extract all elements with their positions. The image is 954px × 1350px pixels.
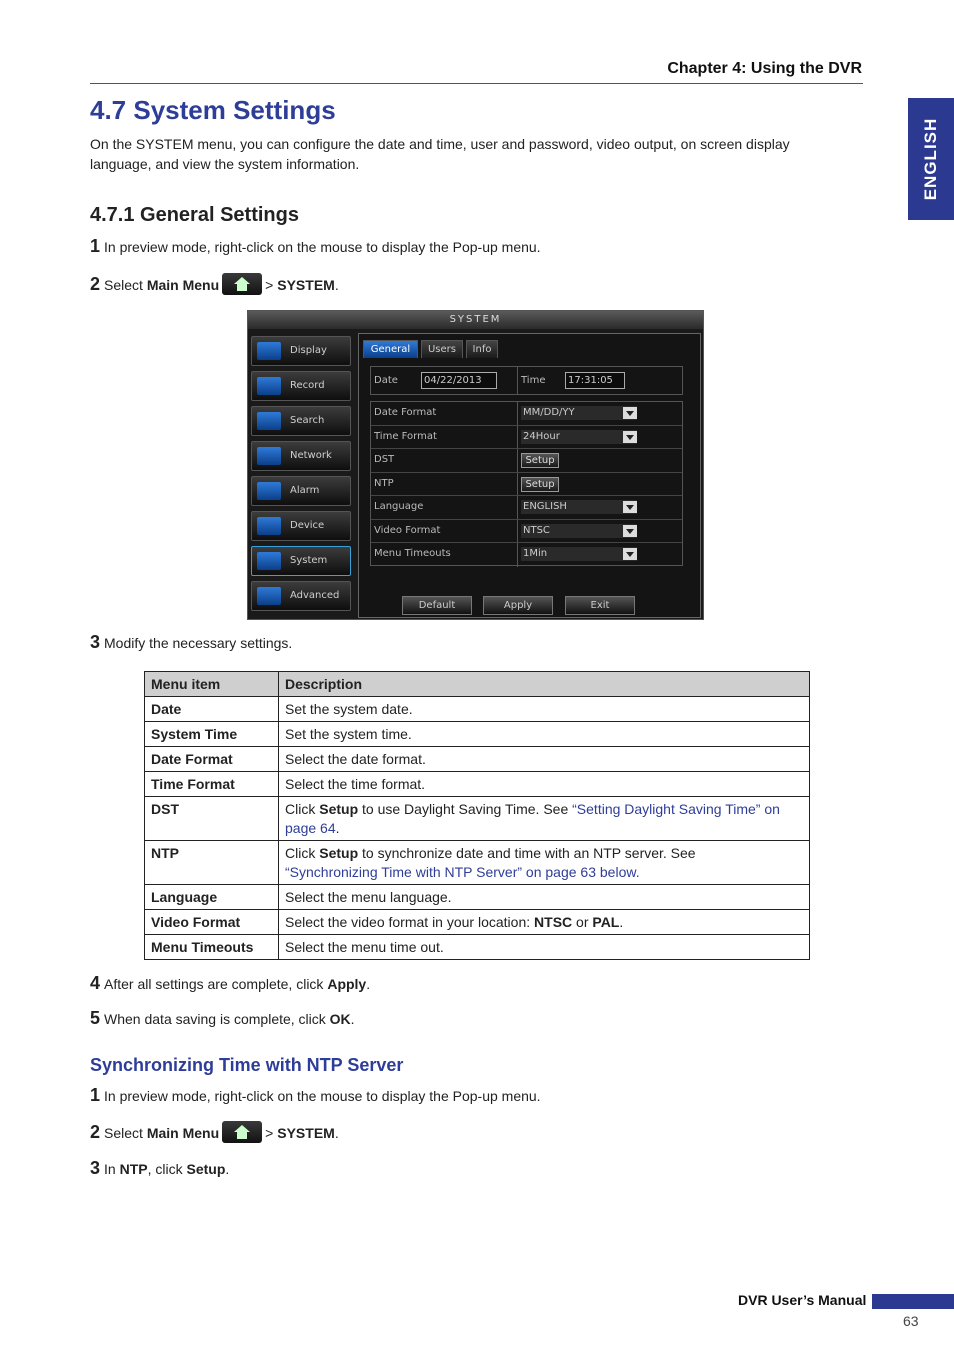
table-row bbox=[145, 910, 810, 935]
pal-term: PAL bbox=[592, 914, 620, 930]
step-1 bbox=[90, 236, 541, 257]
step-text: When data saving is complete, click bbox=[104, 1011, 326, 1027]
gear-icon bbox=[257, 552, 281, 570]
time-format-select[interactable] bbox=[521, 430, 637, 444]
step-4 bbox=[90, 973, 370, 994]
language-select[interactable] bbox=[521, 500, 637, 514]
home-icon bbox=[222, 1121, 262, 1143]
step-number: 4 bbox=[90, 973, 101, 993]
select-value: ENGLISH bbox=[523, 501, 567, 512]
tab-info[interactable]: Info bbox=[466, 340, 498, 358]
step-text: Modify the necessary settings. bbox=[104, 635, 293, 651]
menu-label: System bbox=[290, 555, 328, 566]
cell-divider bbox=[517, 520, 518, 543]
chevron-down-icon bbox=[623, 548, 637, 560]
item-cell: Time Format bbox=[145, 772, 279, 797]
step-number: 2 bbox=[90, 1122, 101, 1142]
cell-divider bbox=[517, 402, 518, 425]
table-row bbox=[145, 935, 810, 960]
wrench-icon bbox=[257, 587, 281, 605]
select-value: NTSC bbox=[523, 524, 550, 536]
home-icon bbox=[222, 273, 262, 295]
punct: . bbox=[619, 914, 624, 930]
item-cell: Video Format bbox=[145, 910, 279, 935]
desc-text: or bbox=[576, 914, 589, 930]
step-3 bbox=[90, 632, 292, 653]
step-2 bbox=[90, 274, 339, 297]
desc-text: to use Daylight Saving Time. See bbox=[362, 801, 569, 817]
setup-term: Setup bbox=[186, 1161, 226, 1177]
record-icon bbox=[257, 377, 281, 395]
table-row bbox=[145, 797, 810, 841]
chevron-down-icon bbox=[623, 407, 637, 419]
item-cell: Date bbox=[145, 697, 279, 722]
network-icon bbox=[257, 447, 281, 465]
dst-setup-button[interactable]: Setup bbox=[521, 453, 559, 468]
step-text: After all settings are complete, click bbox=[104, 976, 324, 992]
row-date-format bbox=[371, 402, 682, 426]
menu-advanced[interactable] bbox=[251, 581, 351, 611]
main-menu-label: Main Menu bbox=[146, 1125, 220, 1141]
step-text: Select bbox=[104, 1125, 143, 1141]
row-menu-timeouts bbox=[371, 543, 682, 567]
subsection-title: 4.7.1 General Settings bbox=[90, 204, 299, 226]
menu-label: Record bbox=[290, 380, 325, 391]
time-label: Time bbox=[521, 375, 546, 386]
select-value: 24Hour bbox=[523, 430, 560, 442]
time-field[interactable]: 17:31:05 bbox=[565, 372, 625, 389]
default-button[interactable]: Default bbox=[402, 596, 472, 615]
page-number: 63 bbox=[903, 1313, 919, 1329]
select-value: MM/DD/YY bbox=[523, 407, 575, 418]
video-format-select[interactable] bbox=[521, 524, 637, 538]
settings-table bbox=[144, 671, 810, 960]
step-text: Select bbox=[104, 277, 143, 293]
row-label: Video Format bbox=[374, 524, 441, 536]
desc-cell: Set the system time. bbox=[279, 722, 810, 747]
ntp-term: NTP bbox=[119, 1161, 148, 1177]
desc-cell bbox=[279, 797, 810, 841]
setup-term: Setup bbox=[319, 801, 359, 817]
menu-search[interactable] bbox=[251, 406, 351, 436]
item-cell: DST bbox=[145, 797, 279, 841]
punct: . bbox=[225, 1161, 230, 1177]
row-dst bbox=[371, 449, 682, 473]
monitor-icon bbox=[257, 342, 281, 360]
cell-divider bbox=[517, 496, 518, 519]
date-format-select[interactable] bbox=[521, 406, 637, 420]
system-label: SYSTEM bbox=[277, 277, 335, 293]
header-menu-item: Menu item bbox=[145, 672, 279, 697]
cell-divider bbox=[517, 543, 518, 567]
footer-bar bbox=[872, 1294, 954, 1309]
menu-network[interactable] bbox=[251, 441, 351, 471]
step-number: 2 bbox=[90, 274, 101, 294]
chevron-down-icon bbox=[623, 501, 637, 513]
table-header-row bbox=[145, 672, 810, 697]
intro-line-1: On the SYSTEM menu, you can configure the date and time, user and password, video output, on screen display bbox=[90, 136, 790, 152]
step-number: 1 bbox=[90, 1085, 101, 1105]
device-icon bbox=[257, 517, 281, 535]
item-cell: Language bbox=[145, 885, 279, 910]
step-number: 1 bbox=[90, 236, 101, 256]
side-tab-label: ENGLISH bbox=[921, 117, 940, 201]
cell-divider bbox=[517, 367, 518, 394]
menu-label: Display bbox=[290, 345, 327, 356]
chevron-down-icon bbox=[623, 525, 637, 537]
ntsc-term: NTSC bbox=[534, 914, 573, 930]
separator: > bbox=[265, 1125, 274, 1141]
step-5 bbox=[90, 1008, 355, 1029]
punct: . bbox=[366, 976, 371, 992]
row-label: Menu Timeouts bbox=[374, 548, 451, 559]
ntp-section-title: Synchronizing Time with NTP Server bbox=[90, 1055, 404, 1075]
desc-text: Select the video format in your location: bbox=[285, 914, 531, 930]
system-label: SYSTEM bbox=[277, 1125, 335, 1141]
section-title: 4.7 System Settings bbox=[90, 95, 336, 125]
menu-display[interactable] bbox=[251, 336, 351, 366]
settings-grid bbox=[370, 401, 683, 566]
desc-cell: Select the time format. bbox=[279, 772, 810, 797]
punct: . bbox=[350, 1011, 355, 1027]
dvr-window-title: SYSTEM bbox=[248, 311, 703, 329]
row-label: DST bbox=[374, 454, 395, 465]
exit-button[interactable]: Exit bbox=[565, 596, 635, 615]
desc-text: to synchronize date and time with an NTP server. See bbox=[362, 845, 696, 861]
step-number: 5 bbox=[90, 1008, 101, 1028]
item-cell: NTP bbox=[145, 841, 279, 885]
row-label: Language bbox=[374, 501, 424, 512]
search-icon bbox=[257, 412, 281, 430]
item-cell: Menu Timeouts bbox=[145, 935, 279, 960]
desc-text: Click bbox=[285, 801, 316, 817]
row-label: NTP bbox=[374, 477, 394, 489]
row-language bbox=[371, 496, 682, 520]
item-cell: System Time bbox=[145, 722, 279, 747]
ntp-step-2 bbox=[90, 1122, 339, 1145]
desc-cell: Select the date format. bbox=[279, 747, 810, 772]
menu-alarm[interactable] bbox=[251, 476, 351, 506]
apply-term: Apply bbox=[327, 976, 367, 992]
header-description: Description bbox=[279, 672, 810, 697]
step-number: 3 bbox=[90, 1158, 101, 1178]
step-text: In preview mode, right-click on the mouse to display the Pop-up menu. bbox=[104, 239, 541, 255]
step-text: In preview mode, right-click on the mouse to display the Pop-up menu. bbox=[104, 1088, 541, 1104]
punct: . bbox=[335, 820, 340, 836]
manual-title: DVR User’s Manual bbox=[738, 1292, 867, 1308]
table-row bbox=[145, 697, 810, 722]
ok-term: OK bbox=[329, 1011, 351, 1027]
ntp-page-link[interactable]: “Synchronizing Time with NTP Server” on page 63 below. bbox=[285, 864, 640, 880]
chevron-down-icon bbox=[623, 431, 637, 443]
chapter-header: Chapter 4: Using the DVR bbox=[667, 60, 862, 77]
menu-record[interactable] bbox=[251, 371, 351, 401]
dst-page-link[interactable]: “Setting Daylight Saving Time” on page 64 bbox=[285, 801, 780, 836]
date-field[interactable]: 04/22/2013 bbox=[421, 372, 497, 389]
select-value: 1Min bbox=[523, 548, 548, 559]
row-label: Time Format bbox=[374, 430, 437, 442]
dvr-side-menu bbox=[251, 333, 355, 618]
main-menu-label: Main Menu bbox=[146, 277, 220, 293]
ntp-step-3 bbox=[90, 1158, 229, 1179]
punct: . bbox=[334, 1125, 339, 1141]
step-text: , click bbox=[147, 1161, 183, 1177]
desc-cell: Select the menu time out. bbox=[279, 935, 810, 960]
tab-general[interactable]: General bbox=[363, 340, 418, 358]
row-time-format bbox=[371, 426, 682, 450]
desc-cell bbox=[279, 910, 810, 935]
date-label: Date bbox=[374, 375, 398, 386]
date-time-row bbox=[370, 366, 683, 395]
row-label: Date Format bbox=[374, 407, 437, 418]
cell-divider bbox=[517, 426, 518, 449]
item-cell: Date Format bbox=[145, 747, 279, 772]
row-video-format bbox=[371, 520, 682, 544]
desc-text: Click bbox=[285, 845, 316, 861]
separator: > bbox=[265, 277, 274, 293]
step-number: 3 bbox=[90, 632, 101, 652]
apply-button[interactable]: Apply bbox=[483, 596, 553, 615]
table-row bbox=[145, 841, 810, 885]
menu-label: Search bbox=[290, 415, 325, 426]
setup-term: Setup bbox=[319, 845, 359, 861]
intro-line-2: language, and view the system information. bbox=[90, 156, 360, 172]
language-side-tab bbox=[908, 98, 954, 220]
menu-device[interactable] bbox=[251, 511, 351, 541]
table-row bbox=[145, 722, 810, 747]
ntp-step-1 bbox=[90, 1085, 541, 1106]
menu-timeouts-select[interactable] bbox=[521, 547, 637, 561]
dvr-settings-panel bbox=[358, 333, 701, 618]
table-row bbox=[145, 772, 810, 797]
cell-divider bbox=[517, 449, 518, 472]
header-divider bbox=[90, 83, 863, 84]
alarm-icon bbox=[257, 482, 281, 500]
desc-cell: Set the system date. bbox=[279, 697, 810, 722]
dvr-system-screenshot bbox=[247, 310, 704, 620]
menu-label: Device bbox=[290, 520, 325, 531]
menu-label: Advanced bbox=[290, 590, 340, 601]
row-ntp bbox=[371, 473, 682, 497]
desc-cell: Select the menu language. bbox=[279, 885, 810, 910]
desc-cell bbox=[279, 841, 810, 885]
tab-users[interactable]: Users bbox=[421, 340, 463, 358]
menu-label: Network bbox=[290, 450, 332, 461]
ntp-setup-button[interactable]: Setup bbox=[521, 477, 559, 492]
table-row bbox=[145, 747, 810, 772]
menu-label: Alarm bbox=[290, 485, 320, 496]
step-text: In bbox=[104, 1161, 116, 1177]
table-row bbox=[145, 885, 810, 910]
cell-divider bbox=[517, 473, 518, 496]
punct: . bbox=[334, 277, 339, 293]
menu-system[interactable] bbox=[251, 546, 351, 576]
